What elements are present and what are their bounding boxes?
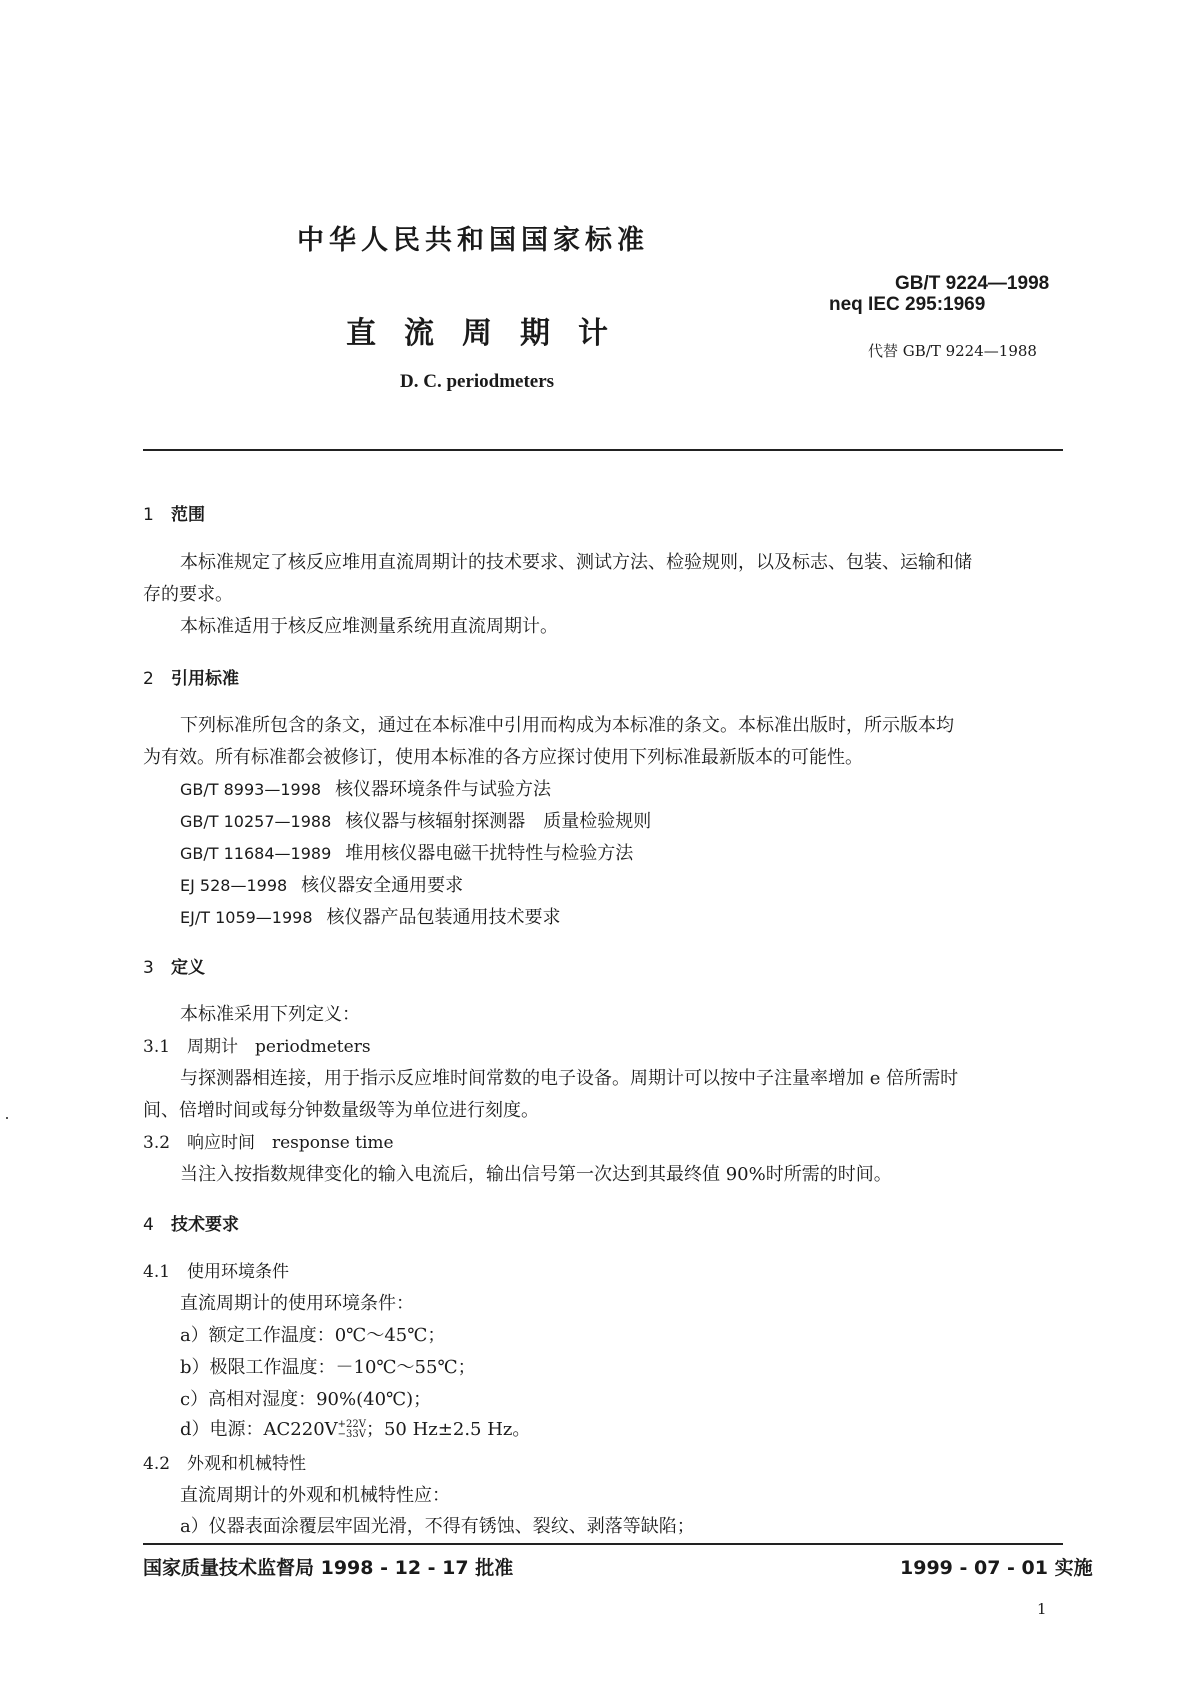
paragraph-line: 间、倍增时间或每分钟数量级等为单位进行刻度。 [143, 1100, 539, 1121]
paragraph-line: 为有效。所有标准都会被修订，使用本标准的各方应探讨使用下列标准最新版本的可能性。 [143, 747, 863, 768]
header-divider [143, 449, 1063, 451]
subsection-number: 4.2 [143, 1454, 171, 1474]
document-title: 直流周期计 [346, 316, 636, 351]
approval-statement: 国家质量技术监督局 1998 - 12 - 17 批准 [143, 1557, 514, 1579]
reference-code: GB/T 10257—1988 [180, 812, 332, 831]
section-number: 1 [143, 505, 154, 525]
subsection-heading-4-1 [143, 1257, 289, 1282]
section-heading-4 [143, 1210, 239, 1235]
reference-item [180, 871, 463, 897]
list-item: a）额定工作温度：0℃～45℃； [180, 1325, 446, 1346]
section-number: 2 [143, 669, 154, 689]
tolerance-lower: −33V [337, 1429, 366, 1440]
reference-item [180, 775, 551, 801]
reference-item [180, 903, 561, 929]
list-item: b）极限工作温度：－10℃～55℃； [180, 1357, 476, 1378]
section-title: 范围 [171, 505, 205, 525]
reference-title: 核仪器安全通用要求 [301, 875, 464, 896]
paragraph-line: 直流周期计的外观和机械特性应： [180, 1485, 450, 1506]
standard-code: GB/T 9224—1998 [895, 273, 1050, 294]
reference-item [180, 807, 651, 833]
voltage-tolerance [338, 1420, 366, 1440]
list-item-text: d）电源：AC220V [180, 1419, 338, 1440]
list-item-text: ；50 Hz±2.5 Hz。 [365, 1419, 531, 1440]
subsection-heading-4-2 [143, 1449, 306, 1474]
paragraph-line: 下列标准所包含的条文，通过在本标准中引用而构成为本标准的条文。本标准出版时，所示版本均 [180, 715, 954, 736]
subsection-number: 3.1 [143, 1037, 171, 1057]
document-english-title: D. C. periodmeters [400, 371, 555, 392]
reference-title: 堆用核仪器电磁干扰特性与检验方法 [345, 843, 634, 864]
reference-code: EJ 528—1998 [180, 876, 288, 895]
replaced-standard: 代替 GB/T 9224—1988 [868, 342, 1037, 360]
standard-equivalence: neq IEC 295:1969 [829, 294, 986, 315]
paragraph-line: 本标准采用下列定义： [180, 1004, 360, 1025]
subsection-title: 使用环境条件 [187, 1262, 289, 1282]
page-number: 1 [1037, 1600, 1047, 1618]
definition-term: 周期计 periodmeters [187, 1037, 371, 1057]
definition-term: 响应时间 response time [187, 1133, 394, 1153]
tolerance-upper: +22V [337, 1419, 366, 1430]
reference-item [180, 839, 633, 865]
reference-title: 核仪器与核辐射探测器 质量检验规则 [345, 811, 652, 832]
scan-speck [6, 1117, 8, 1119]
footer-divider [143, 1543, 1063, 1545]
section-heading-2 [143, 664, 239, 689]
paragraph-line: 与探测器相连接，用于指示反应堆时间常数的电子设备。周期计可以按中子注量率增加 e 倍所需时 [180, 1068, 959, 1089]
paragraph-line: 本标准规定了核反应堆用直流周期计的技术要求、测试方法、检验规则，以及标志、包装、运输和储 [180, 552, 972, 573]
reference-code: EJ/T 1059—1998 [180, 908, 313, 927]
subsection-number: 4.1 [143, 1262, 171, 1282]
definition-heading-3-2 [143, 1128, 394, 1153]
paragraph-line: 本标准适用于核反应堆测量系统用直流周期计。 [180, 616, 558, 637]
section-title: 引用标准 [171, 669, 239, 689]
reference-title: 核仪器环境条件与试验方法 [335, 779, 552, 800]
list-item: c）高相对湿度：90%(40℃)； [180, 1389, 432, 1410]
paragraph-line: 直流周期计的使用环境条件： [180, 1293, 414, 1314]
subsection-title: 外观和机械特性 [187, 1454, 306, 1474]
paragraph-line: 存的要求。 [143, 584, 233, 605]
definition-heading-3-1 [143, 1032, 371, 1057]
implementation-date: 1999 - 07 - 01 实施 [900, 1557, 1093, 1579]
section-title: 定义 [171, 958, 205, 978]
national-standard-title: 中华人民共和国国家标准 [297, 225, 649, 256]
reference-code: GB/T 8993—1998 [180, 780, 322, 799]
section-title: 技术要求 [171, 1215, 239, 1235]
section-heading-3 [143, 953, 205, 978]
section-heading-1 [143, 500, 205, 525]
section-number: 4 [143, 1215, 154, 1235]
reference-code: GB/T 11684—1989 [180, 844, 332, 863]
subsection-number: 3.2 [143, 1133, 171, 1153]
reference-title: 核仪器产品包装通用技术要求 [326, 907, 561, 928]
section-number: 3 [143, 958, 154, 978]
list-item [180, 1415, 530, 1441]
paragraph-line: 当注入按指数规律变化的输入电流后，输出信号第一次达到其最终值 90%时所需的时间。 [180, 1164, 892, 1185]
list-item: a）仪器表面涂覆层牢固光滑，不得有锈蚀、裂纹、剥落等缺陷； [180, 1516, 695, 1537]
